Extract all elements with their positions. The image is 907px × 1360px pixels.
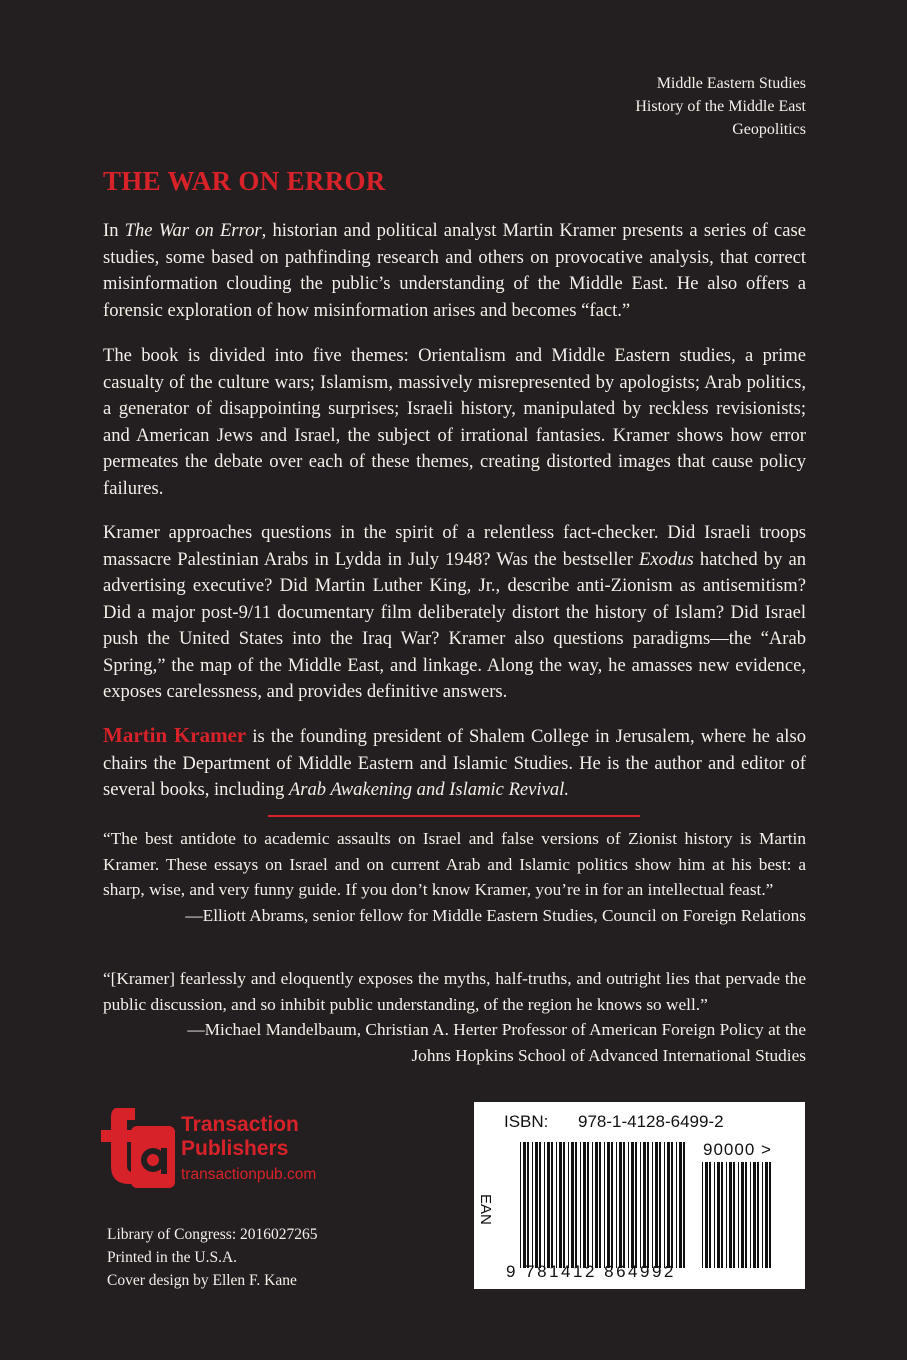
barcode-bar [745,1162,747,1268]
isbn-barcode [474,1102,805,1289]
barcode-bar [520,1142,521,1268]
isbn-label: ISBN: [504,1112,549,1131]
barcode-bar [547,1142,550,1268]
p3-rest: hatched by an advertising executive? Did Martin Luther King, Jr., describe anti-Zionism as antisemitism? Did a major post-9/11 documentary film deliberately distort the history of Islam? Did Israel push the United States into the Iraq War? Kramer also questions paradigms—the “Arab Spring,” the map of the Middle East, and linkage. Along the way, he amasses new evidence, exposes carelessness, and provides definitive answers. [103,548,806,702]
p1-lead: In [103,220,125,241]
barcode-bar [652,1142,653,1268]
barcode-bar [753,1162,756,1268]
barcode-bar [535,1142,538,1268]
p3-book-title: Exodus [639,548,694,570]
barcode-bar [592,1142,593,1268]
p1-book-title: The War on Error [124,220,262,241]
subject-categories [635,72,806,141]
isbn-line [504,1112,724,1132]
barcode-bar [679,1142,682,1268]
barcode-bar [527,1142,529,1268]
barcode-bar [616,1142,617,1268]
description-paragraph-1 [103,218,806,324]
p3-lead: Kramer approaches questions in the spirit of a relentless fact-checker. Did Israeli troops massacre Palestinian Arabs in Lydda in July 1948? Was the bestseller [103,522,806,570]
barcode-bar [750,1162,751,1268]
barcode-bar [580,1142,581,1268]
ean-label: EAN [477,1194,494,1225]
quote-2-attribution-line-1: —Michael Mandelbaum, Christian A. Herter Professor of American Foreign Policy at the [187,1020,806,1039]
barcode-bar [628,1142,629,1268]
barcode-bar [729,1162,732,1268]
barcode-bar [604,1142,605,1268]
barcode-bar [765,1162,768,1268]
quote-2-attribution-line-2: Johns Hopkins School of Advanced International Studies [411,1045,806,1065]
price-arrow: > [761,1140,772,1159]
barcode-bar [631,1142,634,1268]
barcode-bar [587,1142,589,1268]
barcode-bar [733,1162,735,1268]
barcode-bar [664,1142,665,1268]
cover-design-credit: Cover design by Ellen F. Kane [107,1272,297,1289]
imprint-info [107,1223,318,1292]
barcode-bar [623,1142,625,1268]
ean-digits: 9 781412 864992 [506,1262,676,1281]
barcode-bar [671,1142,673,1268]
barcode-bar [523,1142,526,1268]
divider-rule [268,815,640,817]
barcode-bar [738,1162,739,1268]
p2-text: The book is divided into five themes: Orientalism and Middle Eastern studies, a prime casualty of the culture wars; Islamism, massively misrepresented by apologists; Arab politics, a generator of disappointing surprises; Israeli history, manipulated by reckless revisionists; and American Jews and Israel, the subject of irrational fantasies. Kramer shows how error permeates the debate over each of these themes, creating distorted images that cause policy failures. [103,345,806,499]
category-2: History of the Middle East [635,98,806,115]
publisher-url: transactionpub.com [181,1166,317,1183]
price-code [703,1140,772,1160]
barcode-bar [647,1142,649,1268]
barcode-bar [568,1142,569,1268]
quote-1-text: “The best antidote to academic assaults on Israel and false versions of Zionist history is Martin Kramer. These essays on Israel and on current Arab and Islamic politics show him at his best: a sharp, wise, and very funny guide. If you don’t know Kramer, you’re in for an intellectual feast.” [103,829,806,899]
barcode-bar [551,1142,553,1268]
library-of-congress: Library of Congress: 2016027265 [107,1226,318,1243]
barcode-bar [599,1142,601,1268]
barcode-bar [571,1142,574,1268]
barcode-bar [762,1162,763,1268]
barcode-bar [705,1162,708,1268]
author-name: Martin Kramer [103,723,247,747]
barcode-bar [702,1162,703,1268]
barcode-bar [563,1142,565,1268]
author-bio [103,722,806,804]
barcode-bar [683,1142,685,1268]
barcode-bar [769,1162,771,1268]
barcode-bar [667,1142,670,1268]
barcode-bar [655,1142,658,1268]
quote-1-attribution: —Elliott Abrams, senior fellow for Middle Eastern Studies, Council on Foreign Relations [185,905,806,925]
quote-2-text: “[Kramer] fearlessly and eloquently exposes the myths, half-truths, and outright lies that pervade the public discussion, and so inhibit public understanding, of the region he knows so well.” [103,969,806,1014]
description-paragraph-2 [103,343,806,502]
barcode-bar [544,1142,545,1268]
barcode-bar [575,1142,577,1268]
barcode-bar [717,1162,720,1268]
publisher-name-line-1: Transaction [181,1113,299,1136]
barcode-bar [635,1142,637,1268]
barcode-bar [676,1142,677,1268]
bio-book-title: Arab Awakening and Islamic Revival. [288,779,569,800]
category-3: Geopolitics [732,121,806,138]
barcode-bar [741,1162,744,1268]
barcode-bar [721,1162,723,1268]
isbn-value: 978-1-4128-6499-2 [578,1112,724,1131]
barcode-bar [539,1142,541,1268]
barcode-bar [714,1162,715,1268]
barcode-bar [757,1162,759,1268]
transaction-publishers-logo-icon [101,1108,175,1188]
barcode-bar [659,1142,661,1268]
barcode-bar [611,1142,613,1268]
barcode-bar [640,1142,641,1268]
barcode-bar [607,1142,610,1268]
barcode-bar [643,1142,646,1268]
barcode-bar [532,1142,533,1268]
barcode-bar [709,1162,711,1268]
publisher-name-line-2: Publishers [181,1137,289,1160]
barcode-addon-bars [702,1162,772,1268]
blurb-quote-1 [103,826,806,928]
barcode-bar [619,1142,622,1268]
barcode-bar [556,1142,557,1268]
description-paragraph-3 [103,520,806,706]
barcode-bar [595,1142,598,1268]
book-title: THE WAR ON ERROR [103,166,386,196]
barcode-main-bars [520,1142,690,1268]
barcode-bar [559,1142,562,1268]
p1-rest: , historian and political analyst Martin Kramer presents a series of case studies, some based on pathfinding research and others on provocative analysis, that correct misinformation clouding the public’s understanding of the Middle East. He also offers a forensic exploration of how misinformation arises and becomes “fact.” [103,220,806,321]
printed-in: Printed in the U.S.A. [107,1249,238,1266]
category-1: Middle Eastern Studies [656,75,806,92]
publisher-logo-block [101,1108,361,1188]
barcode-bar [583,1142,586,1268]
barcode-bar [726,1162,727,1268]
bio-text: is the founding president of Shalem College in Jerusalem, where he also chairs the Department of Middle Eastern and Islamic Studies. He is the author and editor of several books, including [103,726,806,800]
blurb-quote-2 [103,966,806,1068]
price-code-digits: 90000 [703,1140,756,1159]
